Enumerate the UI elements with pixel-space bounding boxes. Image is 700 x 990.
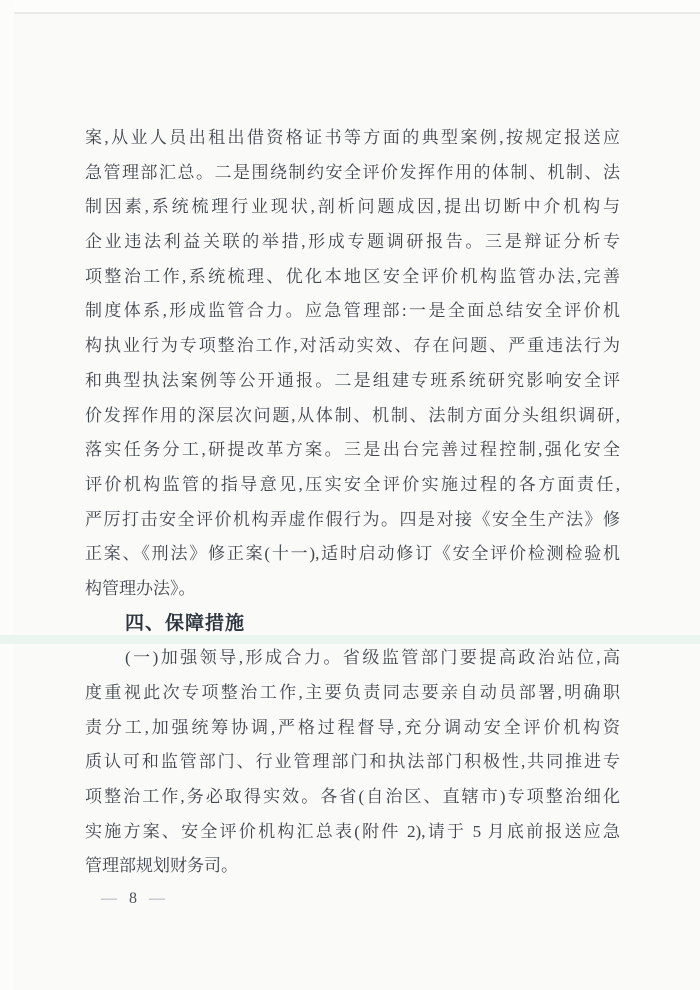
scan-left-margin bbox=[0, 0, 14, 990]
body-line: 责分工,加强统筹协调,严格过程督导,充分调动安全评价机构资 bbox=[85, 717, 620, 737]
body-line: 价发挥作用的深层次问题,从体制、机制、法制方面分头组织调研, bbox=[85, 405, 620, 425]
scan-edge-line bbox=[0, 12, 700, 14]
page-number-value: 8 bbox=[129, 890, 137, 907]
section-heading: 四、保障措施 bbox=[125, 612, 246, 634]
page-number-right-dash: — bbox=[149, 890, 165, 907]
body-line: 管理部规划财务司。 bbox=[85, 856, 238, 876]
document-body bbox=[85, 121, 620, 884]
body-line: 急管理部汇总。二是围绕制约安全评价发挥作用的体制、机制、法 bbox=[85, 162, 620, 182]
body-line: 案,从业人员出租出借资格证书等方面的典型案例,按规定报送应 bbox=[85, 128, 620, 147]
body-line: 评价机构监管的指导意见,压实安全评价实施过程的各方面责任, bbox=[85, 474, 620, 494]
scan-top-margin bbox=[0, 0, 700, 12]
body-line: 实施方案、安全评价机构汇总表(附件 2),请于 5 月底前报送应急 bbox=[85, 821, 620, 841]
page-number-left-dash: — bbox=[101, 890, 117, 907]
body-line: 落实任务分工,研提改革方案。三是出台完善过程控制,强化安全 bbox=[85, 440, 620, 460]
body-line: 项整治工作,务必取得实效。各省(自治区、直辖市)专项整治细化 bbox=[85, 787, 620, 807]
body-line: 构管理办法》。 bbox=[85, 578, 196, 598]
body-line: 企业违法利益关联的举措,形成专题调研报告。三是辩证分析专 bbox=[85, 232, 620, 252]
page-number bbox=[101, 890, 165, 908]
body-line: (一)加强领导,形成合力。省级监管部门要提高政治站位,高 bbox=[125, 648, 620, 668]
body-line: 项整治工作,系统梳理、优化本地区安全评价机构监管办法,完善 bbox=[85, 266, 620, 286]
body-line: 正案、《刑法》修正案(十一),适时启动修订《安全评价检测检验机 bbox=[85, 544, 620, 564]
body-line: 制因素,系统梳理行业现状,剖析问题成因,提出切断中介机构与 bbox=[85, 197, 620, 217]
body-line: 制度体系,形成监管合力。应急管理部:一是全面总结安全评价机 bbox=[85, 301, 620, 321]
body-line: 度重视此次专项整治工作,主要负责同志要亲自动员部署,明确职 bbox=[85, 683, 620, 702]
body-line: 质认可和监管部门、行业管理部门和执法部门积极性,共同推进专 bbox=[85, 752, 620, 772]
body-line: 严厉打击安全评价机构弄虚作假行为。四是对接《安全生产法》修 bbox=[85, 509, 620, 529]
body-line: 构执业行为专项整治工作,对活动实效、存在问题、严重违法行为 bbox=[85, 336, 620, 356]
body-line: 和典型执法案例等公开通报。二是组建专班系统研究影响安全评 bbox=[85, 370, 620, 390]
